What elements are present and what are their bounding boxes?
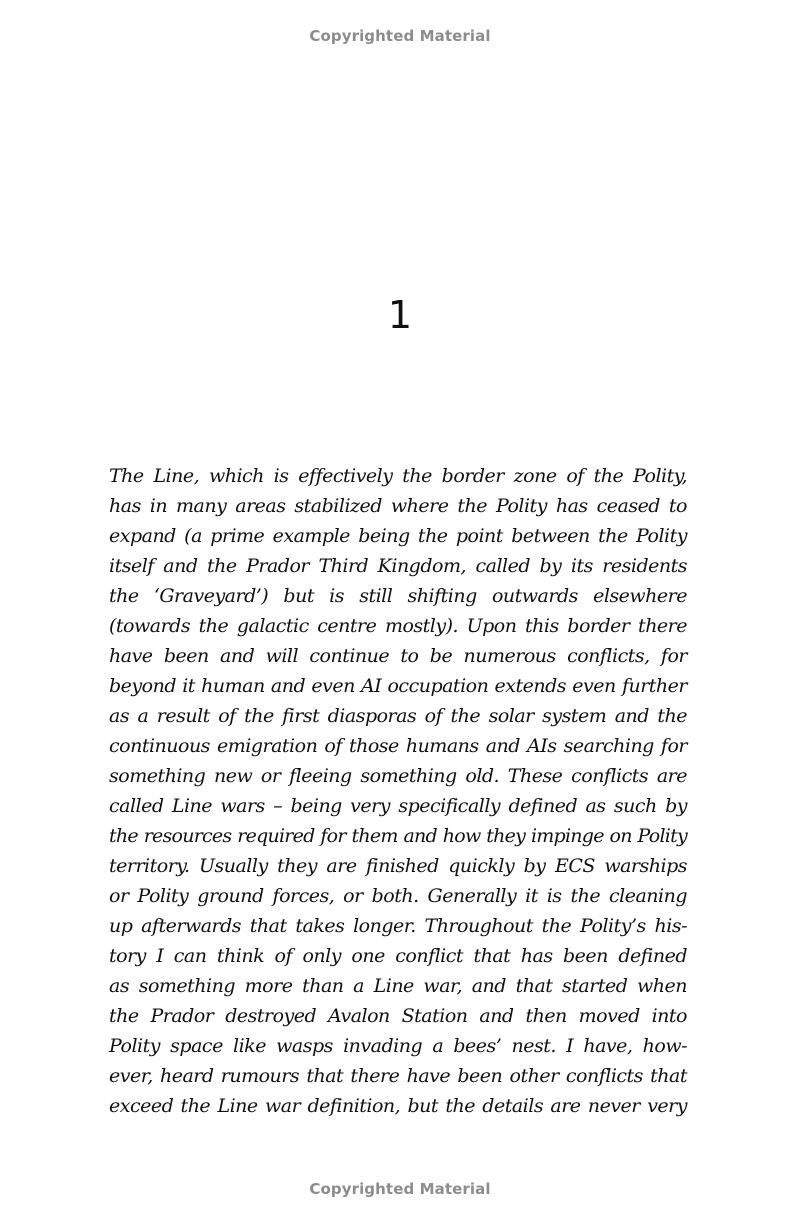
copyright-watermark-bottom: Copyrighted Material <box>309 1180 491 1198</box>
text-line: continuous emigration of those humans and AIs searching for <box>109 735 687 757</box>
text-line: Polity space like wasps invading a bees’ nest. I have, how- <box>109 1035 687 1057</box>
text-line: ever, heard rumours that there have been other conflicts that <box>109 1065 687 1087</box>
text-line: exceed the Line war definition, but the details are never very <box>109 1095 687 1117</box>
text-line: the ‘Graveyard’) but is still shifting outwards elsewhere <box>109 585 687 607</box>
text-line: The Line, which is effectively the border zone of the Polity, <box>109 465 687 487</box>
copyright-watermark-top: Copyrighted Material <box>309 27 491 45</box>
chapter-body-text <box>109 461 687 1121</box>
text-line: the resources required for them and how they impinge on Polity <box>109 825 687 847</box>
text-line: territory. Usually they are finished quickly by ECS warships <box>109 855 687 877</box>
text-line: expand (a prime example being the point between the Polity <box>109 525 687 547</box>
text-line: or Polity ground forces, or both. Generally it is the cleaning <box>109 885 687 907</box>
text-line: called Line wars – being very specifically defined as such by <box>109 795 687 817</box>
chapter-number: 1 <box>387 293 413 337</box>
text-line: something new or fleeing something old. These conflicts are <box>109 765 687 787</box>
text-line: have been and will continue to be numerous conflicts, for <box>109 645 687 667</box>
text-line: as something more than a Line war, and that started when <box>109 975 687 997</box>
text-line: beyond it human and even AI occupation extends even further <box>109 675 687 697</box>
text-line: (towards the galactic centre mostly). Upon this border there <box>109 615 687 637</box>
text-line: tory I can think of only one conflict that has been defined <box>109 945 687 967</box>
text-line: as a result of the first diasporas of the solar system and the <box>109 705 687 727</box>
text-line: itself and the Prador Third Kingdom, called by its residents <box>109 555 687 577</box>
text-line: has in many areas stabilized where the Polity has ceased to <box>109 495 687 517</box>
text-line: the Prador destroyed Avalon Station and then moved into <box>109 1005 687 1027</box>
text-line: up afterwards that takes longer. Throughout the Polity’s his- <box>109 915 687 937</box>
